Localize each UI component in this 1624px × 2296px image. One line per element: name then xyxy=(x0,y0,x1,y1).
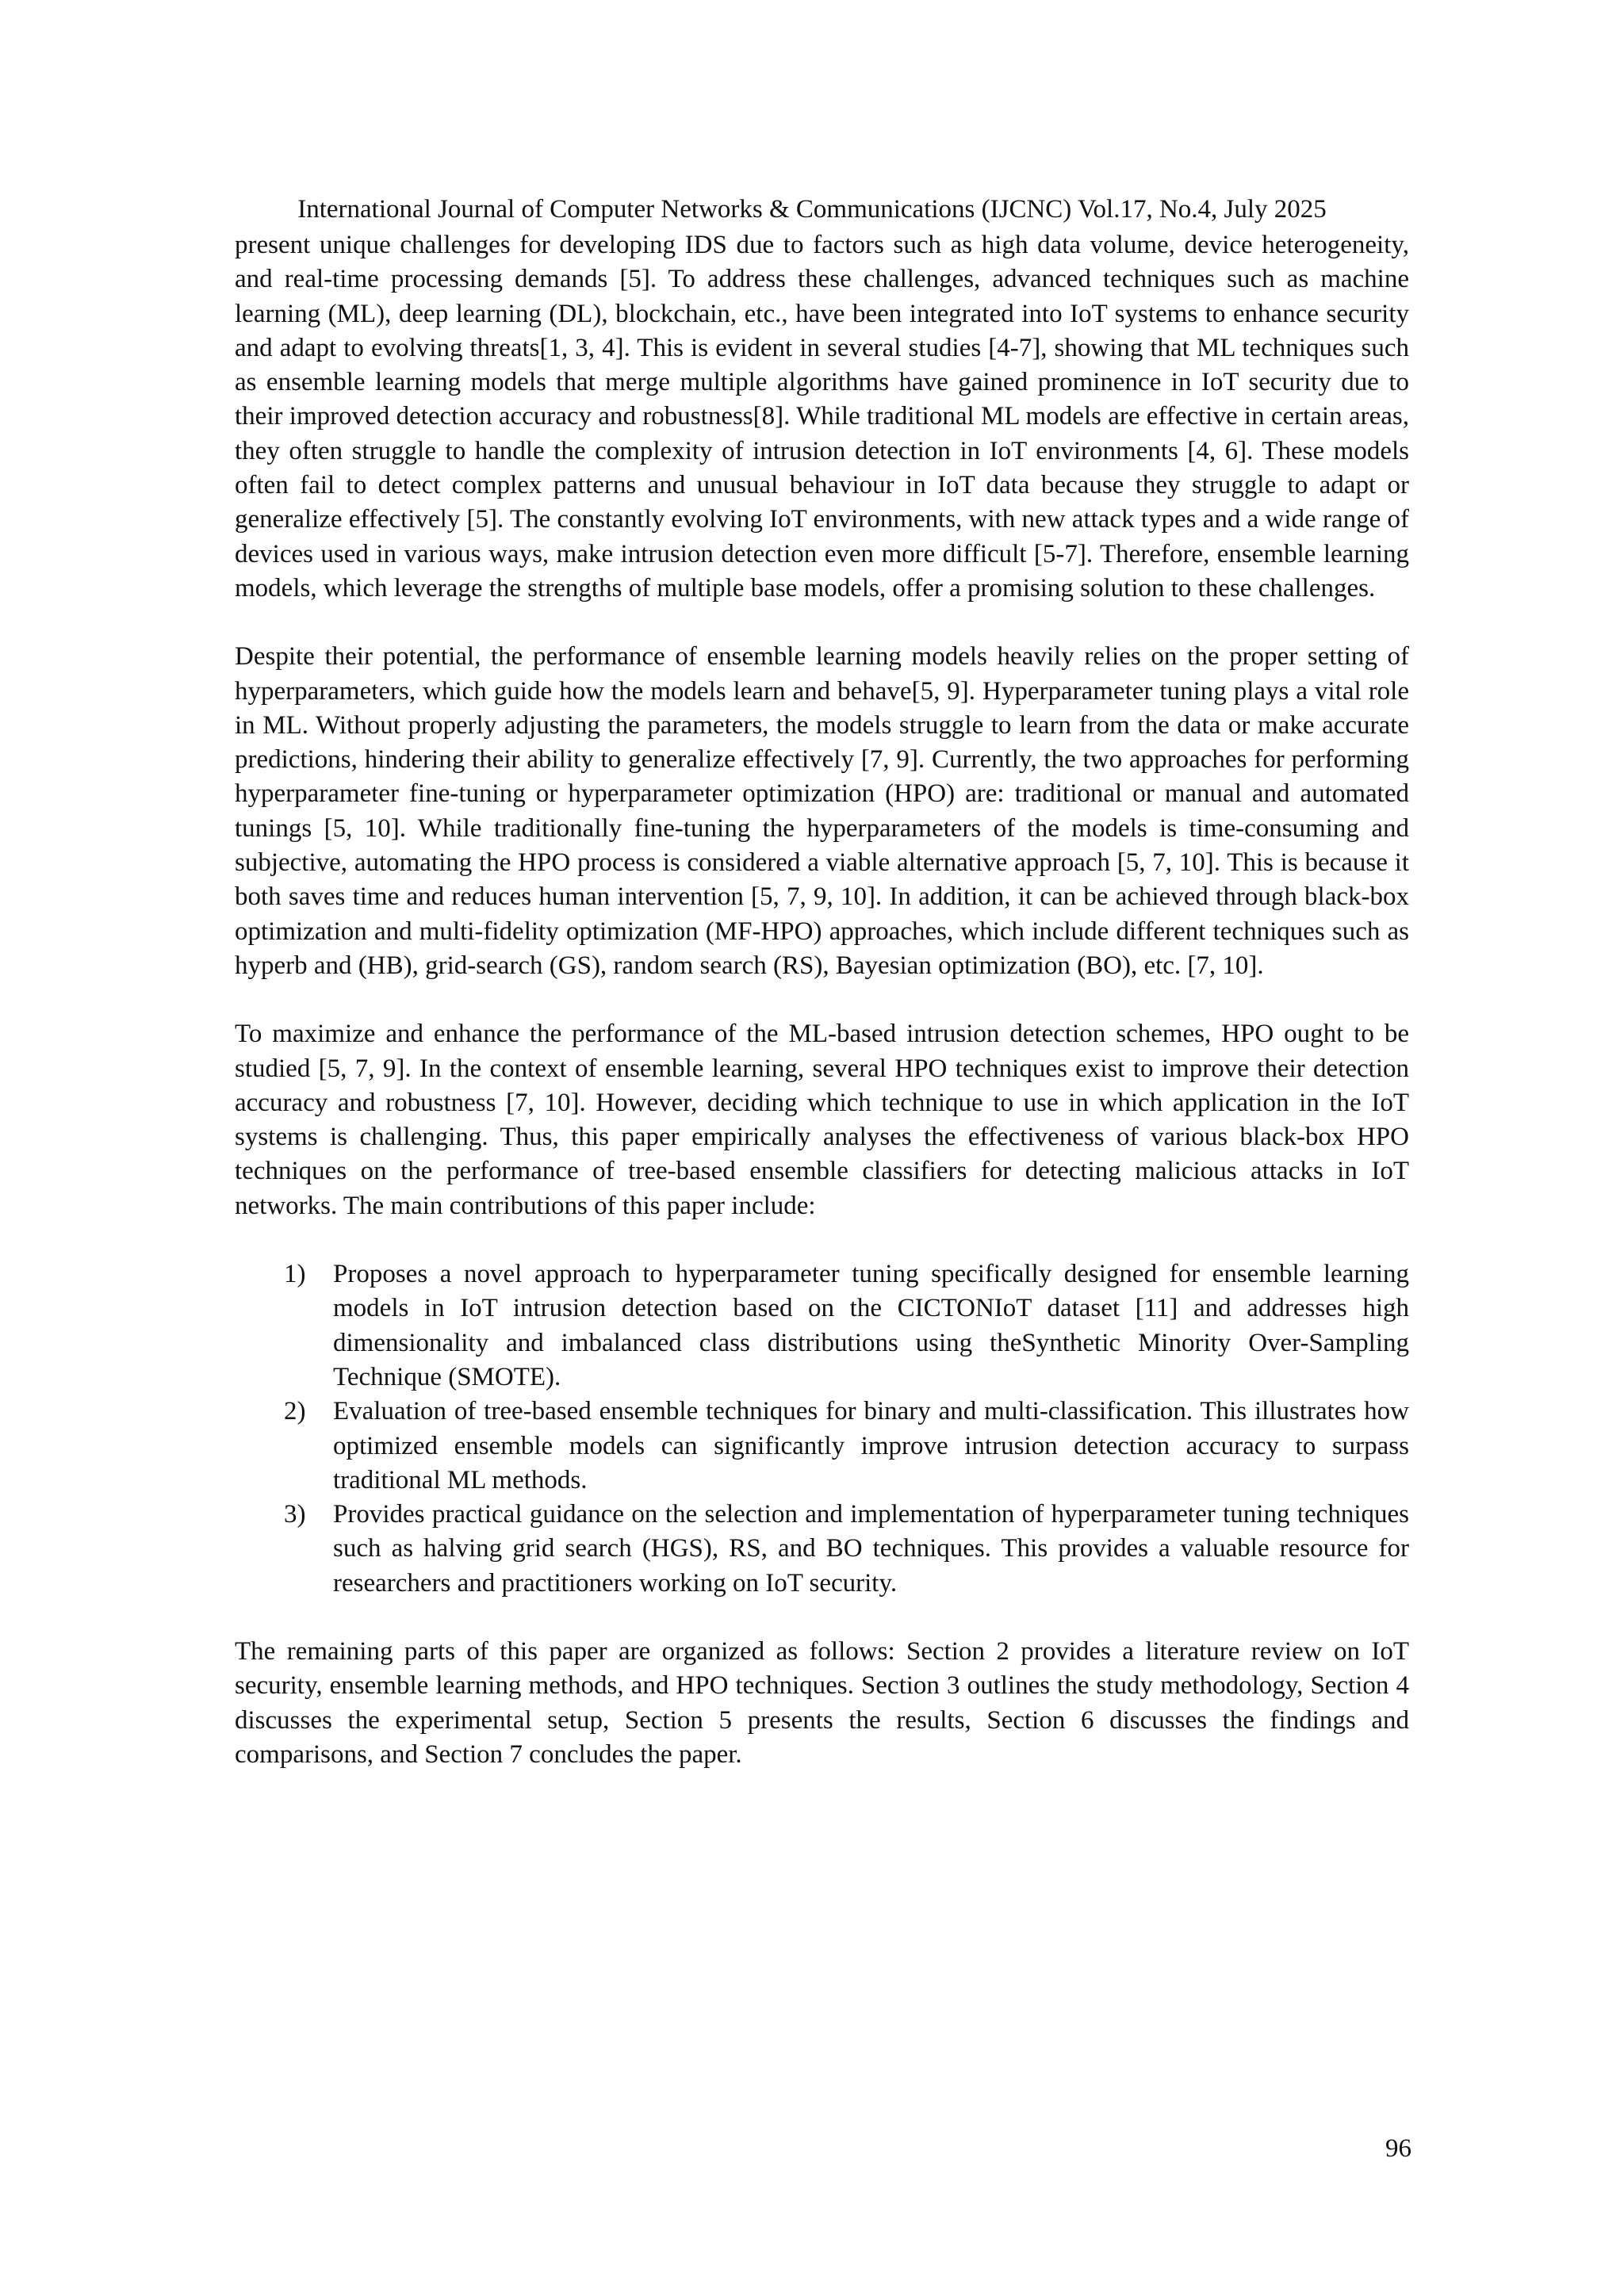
contribution-text: Provides practical guidance on the selection and implementation of hyperparameter tuning techniques such as halving grid search (HGS), RS, and BO techniques. This provides a valuable resource for researchers and practitioners working on IoT security. xyxy=(333,1500,1409,1598)
paragraph-hpo-motivation: To maximize and enhance the performance of the ML-based intrusion detection schemes, HPO ought to be studied [5, 7, 9]. In the context of ensemble learning, several HPO techniques exist to improve their detection accuracy and robustness [7, 10]. However, deciding which technique to use in which application in the IoT systems is challenging. Thus, this paper empirically analyses the effectiveness of various black-box HPO techniques on the performance of tree-based ensemble classifiers for detecting malicious attacks in IoT networks. The main contributions of this paper include: xyxy=(235,1020,1409,1220)
contribution-item xyxy=(235,1395,1409,1498)
contribution-number: 1) xyxy=(284,1260,306,1289)
contribution-text: Evaluation of tree-based ensemble techniques for binary and multi-classification. This illustrates how optimized ensemble models can significantly improve intrusion detection accuracy to surpass traditional ML methods. xyxy=(333,1397,1409,1494)
paragraph-iot-challenges: present unique challenges for developing IDS due to factors such as high data volume, device heterogeneity, and real-time processing demands [5]. To address these challenges, advanced techniques such as machine learning (ML), deep learning (DL), blockchain, etc., have been integrated into IoT systems to enhance security and adapt to evolving threats[1, 3, 4]. This is evident in several studies [4-7], showing that ML techniques such as ensemble learning models that merge multiple algorithms have gained prominence in IoT security due to their improved detection accuracy and robustness[8]. While traditional ML models are effective in certain areas, they often struggle to handle the complexity of intrusion detection in IoT environments [4, 6]. These models often fail to detect complex patterns and unusual behaviour in IoT data because they struggle to adapt or generalize effectively [5]. The constantly evolving IoT environments, with new attack types and a wide range of devices used in various ways, make intrusion detection even more difficult [5-7]. Therefore, ensemble learning models, which leverage the strengths of multiple base models, offer a promising solution to these challenges. xyxy=(235,231,1409,603)
contribution-item xyxy=(235,1498,1409,1601)
running-header: International Journal of Computer Networks & Communications (IJCNC) Vol.17, No.4, July 2025 xyxy=(297,195,1327,224)
page-number: 96 xyxy=(1385,2134,1411,2163)
contribution-number: 3) xyxy=(284,1500,306,1529)
contribution-text: Proposes a novel approach to hyperparameter tuning specifically designed for ensemble learning models in IoT intrusion detection based on the CICTONIoT dataset [11] and addresses high dimensionality and imbalanced class distributions using theSynthetic Minority Over-Sampling Technique (SMOTE). xyxy=(333,1260,1409,1391)
paragraph-paper-organization: The remaining parts of this paper are organized as follows: Section 2 provides a literature review on IoT security, ensemble learning methods, and HPO techniques. Section 3 outlines the study methodology, Section 4 discusses the experimental setup, Section 5 presents the results, Section 6 discusses the findings and comparisons, and Section 7 concludes the paper. xyxy=(235,1636,1409,1769)
main-body xyxy=(235,228,1409,1806)
contribution-number: 2) xyxy=(284,1397,306,1426)
contribution-item xyxy=(235,1257,1409,1395)
paragraph-hyperparameters: Despite their potential, the performance of ensemble learning models heavily relies on the proper setting of hyperparameters, which guide how the models learn and behave[5, 9]. Hyperparameter tuning plays a vital role in ML. Without properly adjusting the parameters, the models struggle to learn from the data or make accurate predictions, hindering their ability to generalize effectively [7, 9]. Currently, the two approaches for performing hyperparameter fine-tuning or hyperparameter optimization (HPO) are: traditional or manual and automated tunings [5, 10]. While traditionally fine-tuning the hyperparameters of the models is time-consuming and subjective, automating the HPO process is considered a viable alternative approach [5, 7, 10]. This is because it both saves time and reduces human intervention [5, 7, 9, 10]. In addition, it can be achieved through black-box optimization and multi-fidelity optimization (MF-HPO) approaches, which include different techniques such as hyperb and (HB), grid-search (GS), random search (RS), Bayesian optimization (BO), etc. [7, 10]. xyxy=(235,642,1409,980)
contributions-list xyxy=(235,1257,1409,1601)
